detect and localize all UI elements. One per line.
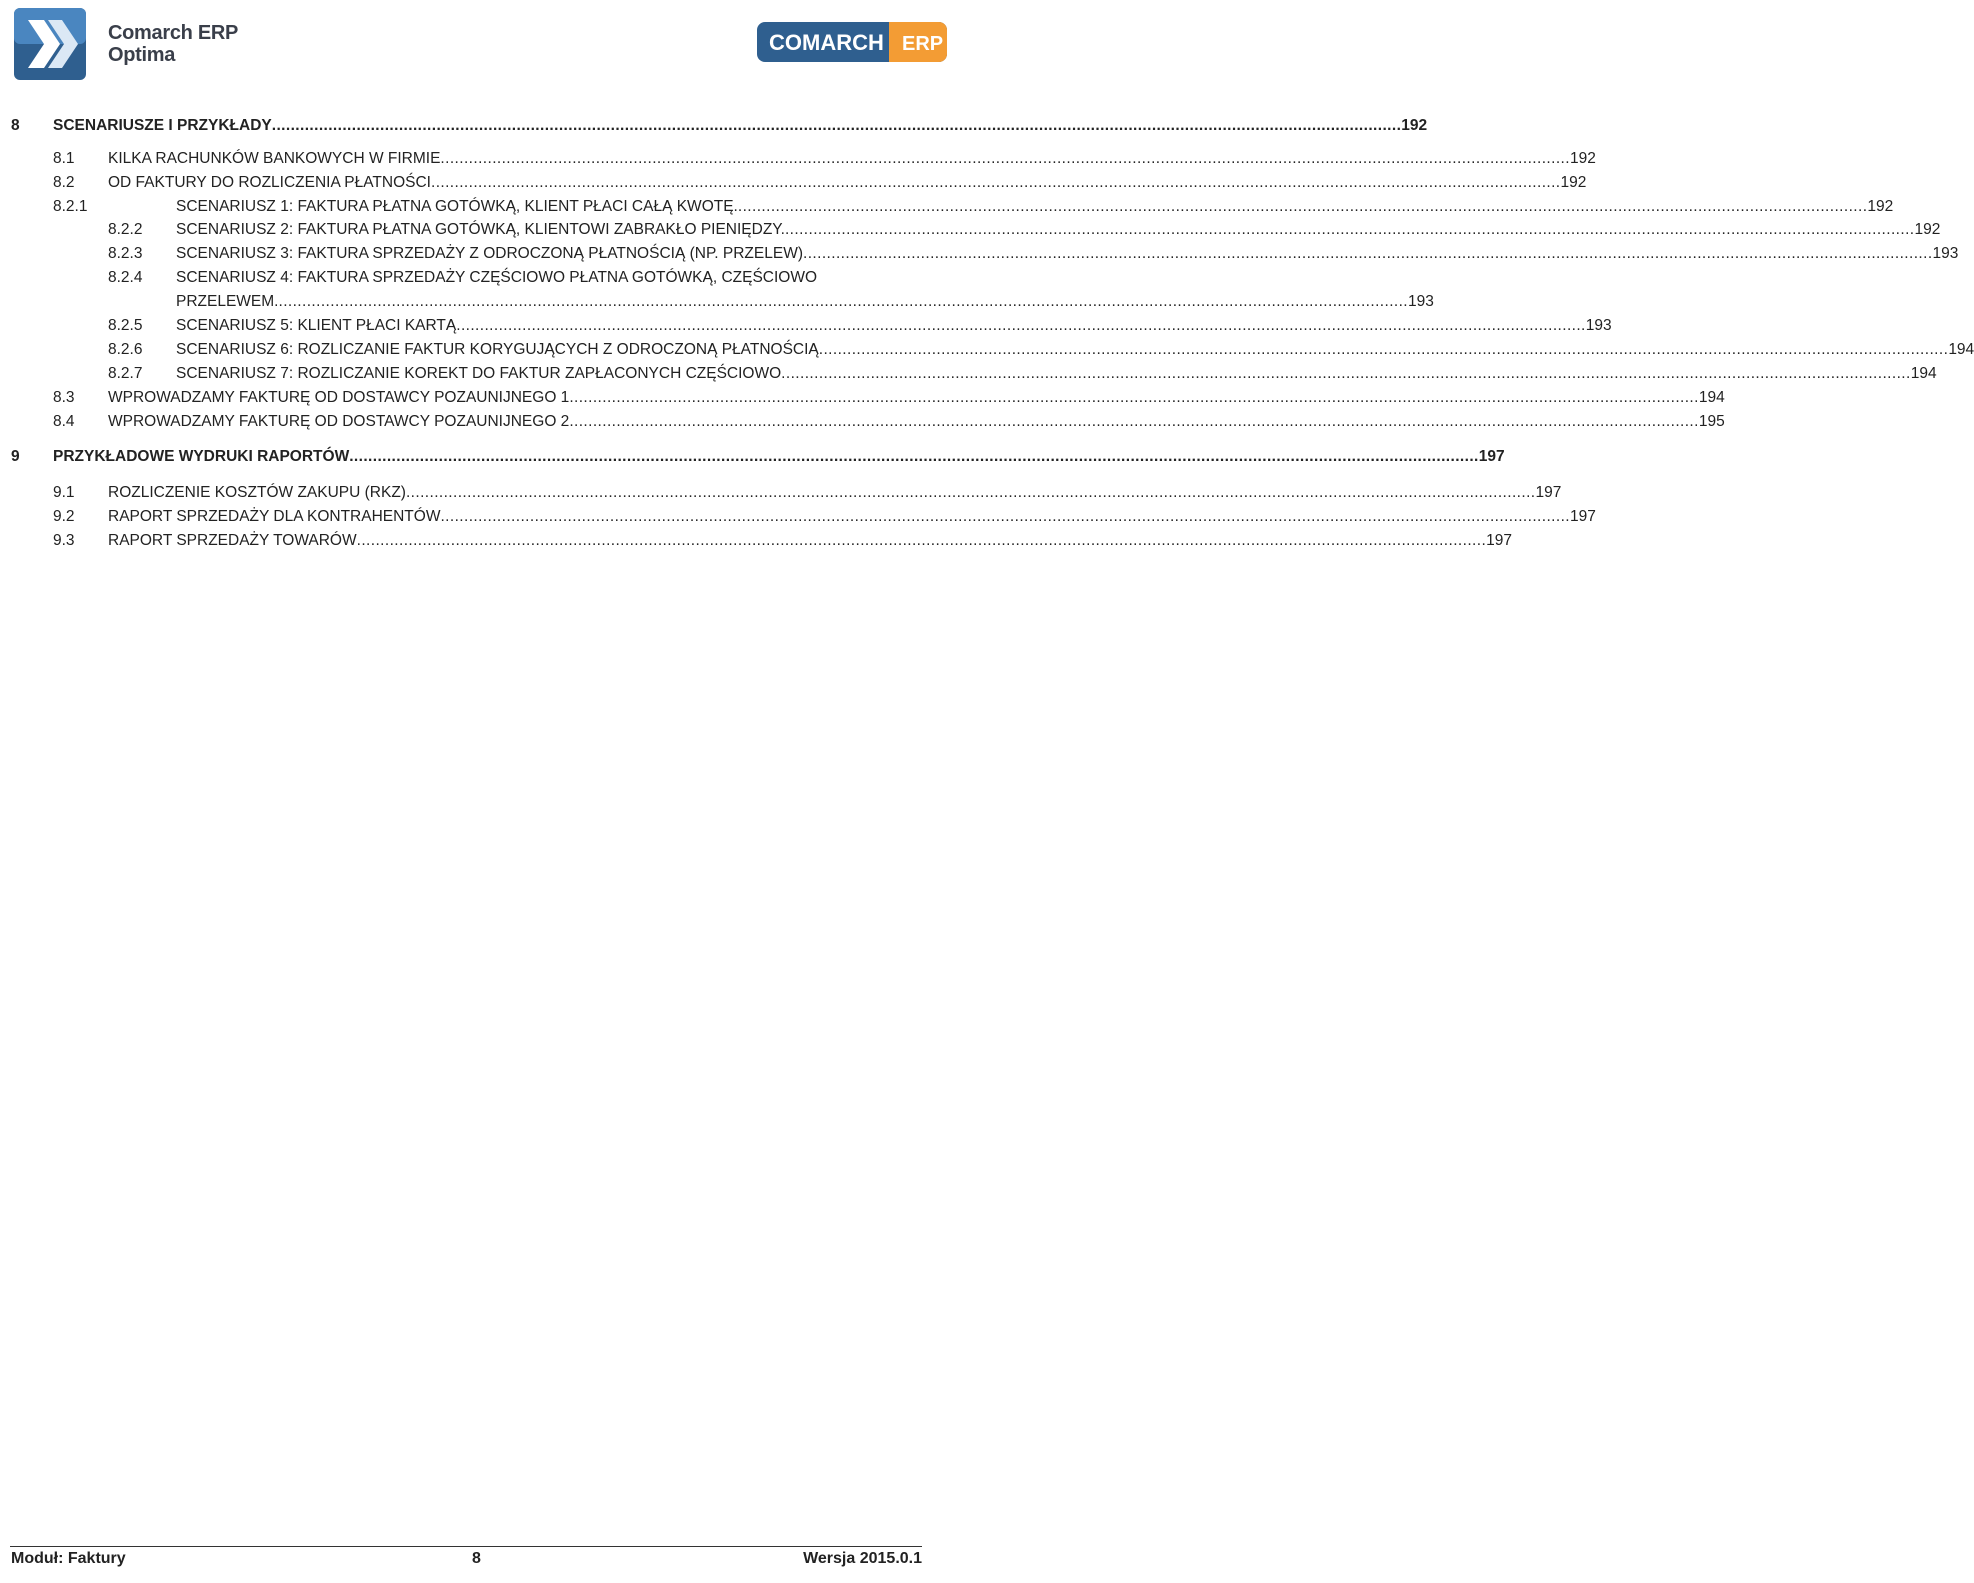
page-footer [0,1540,960,1583]
toc-page: 194 [1948,341,1974,358]
toc-page: 192 [1560,174,1587,191]
toc-number: 9.3 [53,532,75,549]
toc-number: 9 [11,448,20,465]
toc-page: 193 [1932,245,1959,262]
toc-number: 8 [11,117,20,134]
toc-number: 8.2.7 [108,365,143,382]
toc-page: 195 [1698,413,1725,430]
toc-title: OD FAKTURY DO ROZLICZENIA PŁATNOŚCI [108,174,431,191]
toc-page: 197 [1570,508,1596,525]
toc-title: KILKA RACHUNKÓW BANKOWYCH W FIRMIE [108,150,441,167]
footer-version: Wersja 2015.0.1 [803,1550,922,1567]
footer-divider [10,1546,922,1547]
toc-title: PRZYKŁADOWE WYDRUKI RAPORTÓW [53,448,350,465]
toc-page: 197 [1535,484,1562,501]
toc-page: 197 [1478,448,1505,465]
page-header [0,0,960,96]
toc-number: 8.2.1 [53,198,88,215]
brand-suffix: ERP [902,33,944,55]
optima-logo-mark [14,8,86,80]
toc-number: 8.2.6 [108,341,143,358]
toc-number: 8.4 [53,413,75,430]
footer-page-number: 8 [472,1550,481,1567]
toc-title: SCENARIUSZ 4: FAKTURA SPRZEDAŻY CZĘŚCIOWO PŁATNA GOTÓWKĄ, CZĘŚCIOWO [176,269,818,286]
toc-number: 8.1 [53,150,75,167]
toc-title: SCENARIUSZ 2: FAKTURA PŁATNA GOTÓWKĄ, KLIENTOWI ZABRAKŁO PIENIĘDZY. [176,221,785,238]
toc-number: 9.1 [53,484,75,501]
toc-number: 8.2 [53,174,75,191]
toc-page: 194 [1910,365,1937,382]
toc-title: SCENARIUSZ 6: ROZLICZANIE FAKTUR KORYGUJĄCYCH Z ODROCZONĄ PŁATNOŚCIĄ [176,341,819,358]
toc-page: 194 [1698,389,1725,406]
toc-title: ROZLICZENIE KOSZTÓW ZAKUPU (RKZ) [108,484,406,501]
toc-title: WPROWADZAMY FAKTURĘ OD DOSTAWCY POZAUNIJNEGO 2 [108,413,570,430]
brand-text: COMARCH [769,30,884,55]
toc-number: 8.2.5 [108,317,143,334]
toc-page: 197 [1486,532,1513,549]
toc-page: 192 [1867,198,1894,215]
toc-title: SCENARIUSZ 1: FAKTURA PŁATNA GOTÓWKĄ, KLIENT PŁACI CAŁĄ KWOTĘ. [176,198,738,215]
toc-page: 193 [1585,317,1612,334]
logo-text [108,22,238,66]
comarch-erp-brand-logo [757,22,947,62]
toc-number: 8.3 [53,389,75,406]
toc-page: 192 [1914,221,1941,238]
toc-title: RAPORT SPRZEDAŻY DLA KONTRAHENTÓW [108,508,441,525]
logo-product-line2: Optima [108,44,176,66]
toc-title: WPROWADZAMY FAKTURĘ OD DOSTAWCY POZAUNIJNEGO 1 [108,389,570,406]
toc-title: SCENARIUSZ 5: KLIENT PŁACI KARTĄ [176,317,457,334]
toc-number: 8.2.2 [108,221,143,238]
toc-page: 192 [1401,117,1428,134]
logo-product-line1: Comarch ERP [108,22,239,44]
toc-number: 8.2.3 [108,245,143,262]
toc-page: 193 [1408,293,1434,310]
toc-number: 8.2.4 [108,269,143,286]
toc-title-continued: PRZELEWEM. [176,293,279,310]
toc-page: 192 [1569,150,1596,167]
toc-title: SCENARIUSZ 7: ROZLICZANIE KOREKT DO FAKTUR ZAPŁACONYCH CZĘŚCIOWO [176,365,782,382]
comarch-erp-optima-logo [14,8,274,80]
toc-title: SCENARIUSZ 3: FAKTURA SPRZEDAŻY Z ODROCZONĄ PŁATNOŚCIĄ (NP. PRZELEW) [176,245,803,262]
toc-number: 9.2 [53,508,75,525]
toc-title: RAPORT SPRZEDAŻY TOWARÓW [108,532,357,549]
footer-module: Moduł: Faktury [11,1550,126,1567]
toc-title: SCENARIUSZE I PRZYKŁADY [53,117,272,134]
